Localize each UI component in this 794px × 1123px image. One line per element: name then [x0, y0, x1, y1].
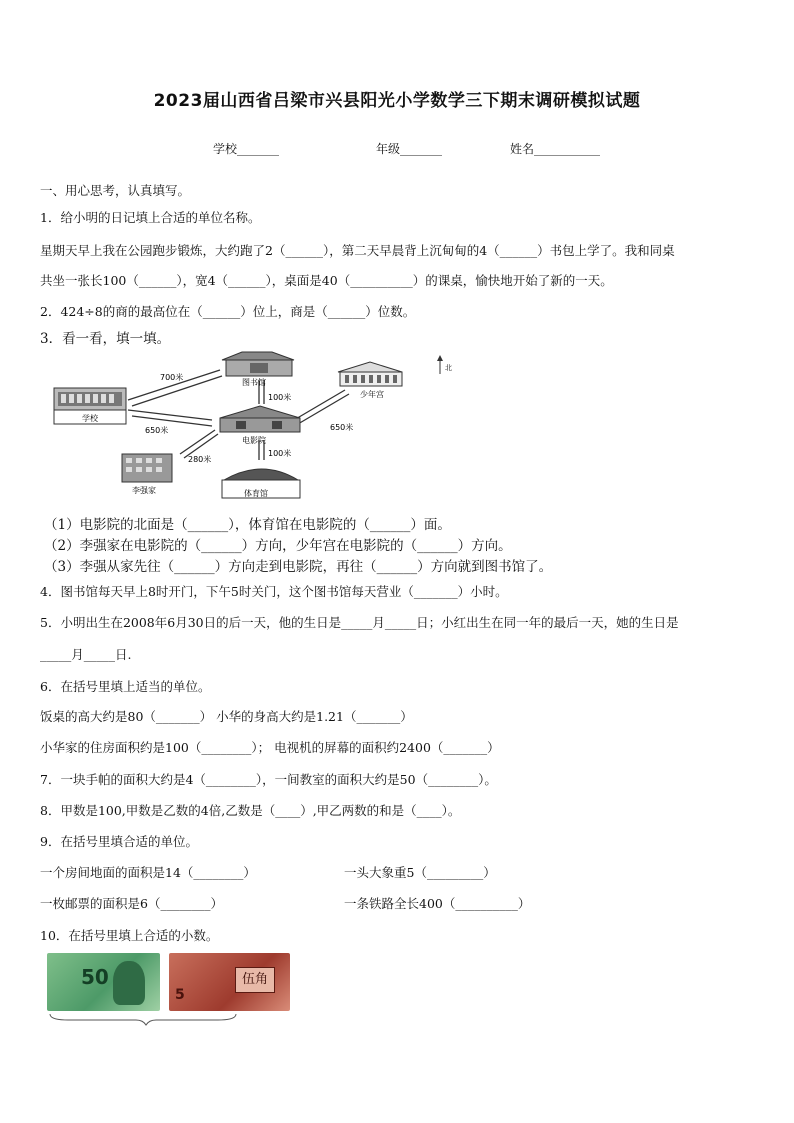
bill-5-jiao-value: 伍角	[235, 967, 275, 993]
cinema-building	[220, 406, 300, 432]
q9-b: 一头大象重5（_________）	[344, 865, 496, 880]
q2-text: 2．424÷8的商的最高位在（______）位上，商是（______）位数。	[40, 304, 416, 319]
bill-50-yuan	[47, 953, 160, 1011]
section-heading: 一、用心思考，认真填写。	[40, 183, 191, 198]
bill-50-value: 50	[81, 965, 109, 989]
label-cinema: 电影院	[242, 436, 266, 445]
dist-school-library: 700米	[160, 373, 184, 382]
bill-5-jiao	[169, 953, 290, 1011]
page-title: 2023届山西省吕梁市兴县阳光小学数学三下期末调研模拟试题	[153, 91, 641, 111]
q5-line1: 5．小明出生在2008年6月30日的后一天，他的生日是_____月_____日；小红出生在同一年的最后一天，她的生日是	[40, 615, 679, 630]
bill-5-digit: 5	[175, 987, 185, 1003]
portrait-icon	[113, 961, 145, 1005]
q9-title: 9．在括号里填合适的单位。	[40, 834, 198, 849]
q6-title: 6．在括号里填上适当的单位。	[40, 679, 211, 694]
q5-line2: _____月_____日.	[40, 647, 132, 662]
label-home: 李强家	[132, 486, 156, 495]
q9-c: 一枚邮票的面积是6（________）	[40, 896, 223, 911]
home-building	[122, 454, 172, 482]
q1-line1: 星期天早上我在公园跑步锻炼，大约跑了2（______），第二天早晨背上沉甸甸的4（______）书包上学了。我和同桌	[40, 243, 675, 258]
q3-sub2: （2）李强家在电影院的（______）方向，少年宫在电影院的（______）方向。	[44, 538, 512, 554]
label-youth-palace: 少年宫	[360, 390, 384, 399]
q8-text: 8．甲数是100,甲数是乙数的4倍,乙数是（____）,甲乙两数的和是（____）。	[40, 803, 461, 818]
map-diagram	[40, 348, 470, 508]
q3-title: 3．看一看，填一填。	[40, 331, 171, 347]
q4-text: 4．图书馆每天早上8时开门，下午5时关门，这个图书馆每天营业（_______）小时。	[40, 584, 508, 599]
q9-d: 一条铁路全长400（__________）	[344, 896, 531, 911]
q6-line1: 饭桌的高大约是80（_______） 小华的身高大约是1.21（_______）	[40, 709, 413, 724]
dist-school-cinema: 650米	[145, 426, 169, 435]
dist-gym-cinema: 100米	[268, 449, 292, 458]
q7-text: 7．一块手帕的面积大约是4（________），一间教室的面积大约是50（________）。	[40, 772, 497, 787]
north-arrow-icon	[437, 355, 443, 374]
dist-youth-cinema: 650米	[330, 423, 354, 432]
dist-home-cinema: 280米	[188, 455, 212, 464]
q1-title: 1．给小明的日记填上合适的单位名称。	[40, 210, 261, 225]
q10-title: 10．在括号里填上合适的小数。	[40, 928, 219, 943]
dist-library-cinema: 100米	[268, 393, 292, 402]
brace-mark	[48, 1012, 238, 1026]
q3-sub1: （1）电影院的北面是（______），体育馆在电影院的（______）面。	[44, 517, 451, 533]
youth-palace-building	[338, 362, 402, 386]
q9-a: 一个房间地面的面积是14（________）	[40, 865, 256, 880]
q3-sub3: （3）李强从家先往（______）方向走到电影院，再往（______）方向就到图书馆了。	[44, 559, 553, 575]
q1-line2: 共坐一张长100（______），宽4（______），桌面是40（__________）的课桌，愉快地开始了新的一天。	[40, 273, 613, 288]
label-gym: 体育馆	[244, 489, 268, 498]
grade-field[interactable]: 年级_______	[376, 142, 443, 156]
school-field[interactable]: 学校_______	[213, 142, 280, 156]
q6-line2: 小华家的住房面积约是100（________）； 电视机的屏幕的面积约2400（_______）	[40, 740, 500, 755]
label-school: 学校	[82, 414, 98, 423]
label-north: 北	[445, 364, 452, 372]
library-building	[222, 352, 294, 376]
name-field[interactable]: 姓名___________	[510, 142, 601, 156]
label-library: 图书馆	[242, 378, 266, 387]
